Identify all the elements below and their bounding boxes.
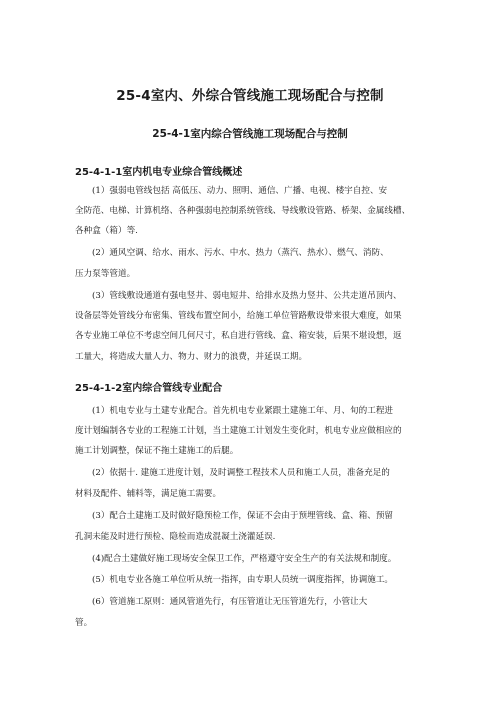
paragraph-line: 工量大，将造成大量人力、物力、财力的浪费，并延误工期。 [75,352,308,362]
paragraph-line: 各种盒（箱）等. [75,226,138,236]
paragraph-line: (3）配合土建施工及时做好隐预检工作，保证不会由于预埋管线、盒、箱、预留 [92,511,394,521]
paragraph-line: (6）管道施工原则：通风管道先行，有压管道让无压管道先行，小管让大 [92,597,368,607]
paragraph-line: (1）机电专业与土建专业配合。首先机电专业紧跟土建施工年、月、旬的工程进 [92,406,394,416]
section-title: 25-4-1室内综合管线施工现场配合与控制 [152,128,348,140]
paragraph-line: (5）机电专业各施工单位听从统一指挥，由专职人员统一调度指挥，协调施工。 [92,575,394,585]
paragraph-line: 全防范、电梯、计算机络、各种强弱电控制系统管线、导线敷设管路、桥架、金属线槽、 [75,206,411,216]
subsection-heading-2: 25-4-1-2室内综合管线专业配合 [75,383,223,394]
document-title: 25-4室内、外综合管线施工现场配合与控制 [116,88,384,104]
paragraph-line: 管。 [75,618,93,628]
paragraph-line: 设备层等处管线分布密集、管线布置空间小，给施工单位管路敷设带来很大难度，如果 [75,311,402,321]
paragraph-line: 压力泵等管道。 [75,269,136,279]
paragraph-line: (1）强弱电管线包括 高低压、动力、照明、通信、广播、电视、楼宇自控、安 [92,186,388,196]
paragraph-line: (4)配合土建做好施工现场安全保卫工作，严格遵守安全生产的有关法规和制度。 [92,554,397,564]
paragraph-line: 度计划编制各专业的工程施工计划，当土建施工计划发生变化时，机电专业应做相应的 [75,426,402,436]
paragraph-line: (2）通风空调、给水、雨水、污水、中水、热力（蒸汽、热水）、燃气、消防、 [92,248,389,258]
subsection-heading-1: 25-4-1-1室内机电专业综合管线概述 [75,167,243,178]
paragraph-line: 孔洞未能及时进行预检、隐检而造成混凝土浇灌延误. [75,532,276,542]
paragraph-line: 材料及配件、辅料等，满足施工需要。 [75,489,222,499]
paragraph-line: 各专业施工单位不考虑空间几何尺寸，私自进行管线、盒、箱安装，后果不堪设想，返 [75,331,402,341]
paragraph-line: (3）管线敷设通道有强电竖井、弱电短井、给排水及热力竖井、公共走道吊顶内、 [92,291,402,301]
paragraph-line: 施工计划调整，保证不拖土建施工的后腿。 [75,446,239,456]
paragraph-line: (2）依据十. 建施工进度计划，及时调整工程技术人员和施工人员，准备充足的 [92,468,390,478]
